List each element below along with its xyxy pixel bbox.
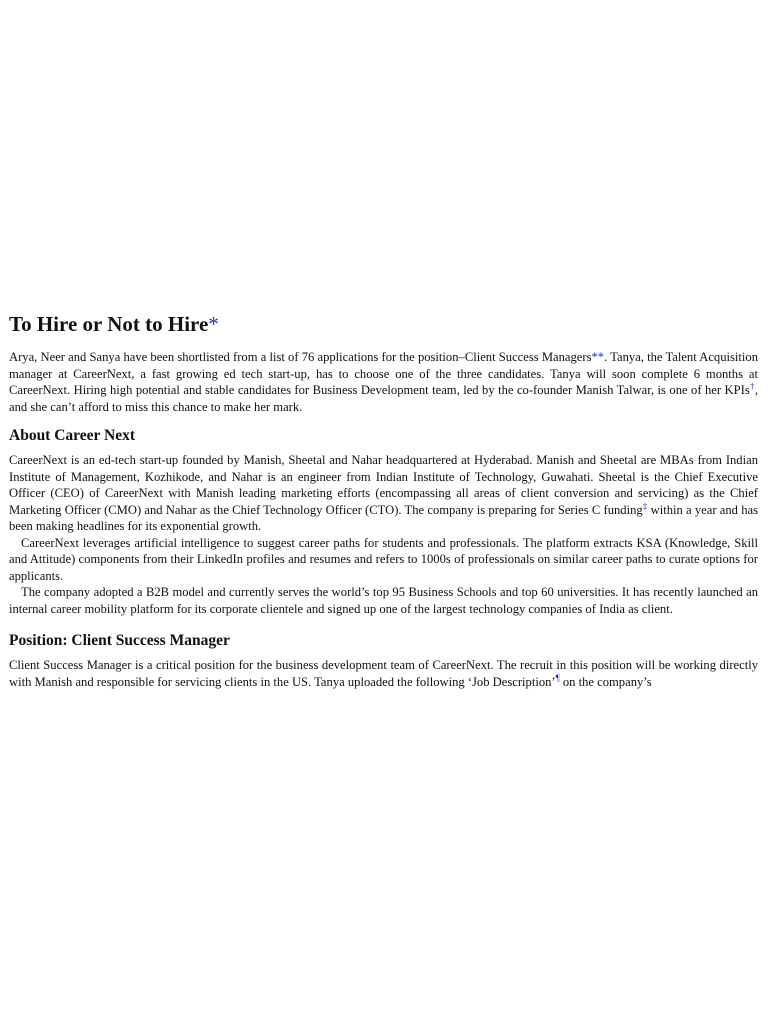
footnote-mark-pilcrow[interactable]: ¶	[555, 672, 560, 683]
position-paragraph-1	[9, 657, 758, 690]
spacer	[9, 617, 758, 631]
section-heading-position: Position: Client Success Manager	[9, 632, 230, 649]
title-footnote-mark[interactable]: *	[208, 312, 219, 336]
case-study-content	[9, 311, 758, 722]
intro-text-3: , and she can’t afford to miss this chance to make her mark.	[9, 383, 758, 414]
about-paragraph-3: The company adopted a B2B model and currently serves the world’s top 95 Business Schools and top 60 universities. It has recently launched an internal career mobility platform for its corporate clientele and signed up one of the largest technology companies of India as client.	[9, 585, 758, 616]
intro-text-1: Arya, Neer and Sanya have been shortlisted from a list of 76 applications for the position–Client Success Managers	[9, 350, 592, 364]
spacer	[9, 415, 758, 426]
footnote-mark-dagger[interactable]: †	[749, 381, 755, 391]
title-text: To Hire or Not to Hire	[9, 312, 209, 336]
intro-text-2: . Tanya, the Talent Acquisition manager at CareerNext, a fast growing ed tech start-up, has to choose one of the three candidates. Tanya will soon complete 6 months at CareerNext. Hiring high potential and stable candidates for Business Development team, led by the co-founder Manish Talwar, is one of her KPIs	[9, 350, 758, 397]
page-title	[9, 311, 758, 337]
about-text-2: within a year and has been making headlines for its exponential growth.	[9, 502, 758, 533]
footnote-mark-double-dagger[interactable]: ‡	[642, 500, 648, 511]
position-text-2: on the company’s	[559, 674, 652, 689]
about-paragraph-1	[9, 452, 758, 535]
about-paragraph-2: CareerNext leverages artificial intelligence to suggest career paths for students and professionals. The platform extracts KSA (Knowledge, Skill and Attitude) components from their LinkedIn profiles and resumes and refers to 1000s of professionals on similar career paths to curate options for applicants.	[9, 535, 758, 583]
about-text-1: CareerNext is an ed-tech start-up founded by Manish, Sheetal and Nahar headquartered at Hyderabad. Manish and Sheetal are MBAs from Indian Institute of Management, Kozhikode, and Nahar is an engineer from Indian Institute of Technology, Guwahati. Sheetal is the Chief Executive Officer (CEO) of CareerNext with Manish leading marketing efforts (encompassing all areas of client conversion and servicing) as the Chief Marketing Officer (CMO) and Nahar as the Chief Technology Officer (CTO). The company is preparing for Series C funding	[9, 453, 758, 517]
section-heading-about: About Career Next	[9, 427, 135, 444]
intro-paragraph	[9, 349, 758, 415]
footnote-mark-double-asterisk[interactable]: **	[591, 350, 605, 364]
position-text-1: Client Success Manager is a critical position for the business development team of CareerNext. The recruit in this position will be working directly with Manish and responsible for servicing clients in the US. Tanya uploaded the following ‘Job Description’	[9, 658, 758, 689]
